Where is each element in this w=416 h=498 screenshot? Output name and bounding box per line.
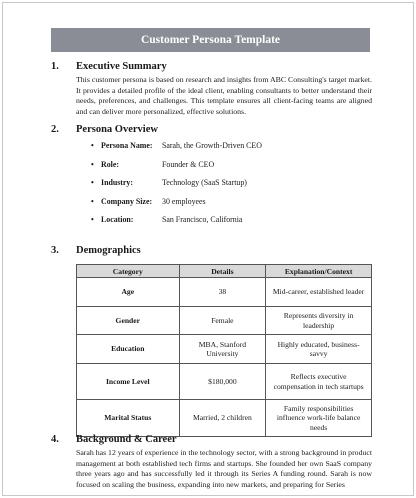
- table-cell: Mid-career, established leader: [266, 278, 372, 307]
- table-cell: Married, 2 children: [179, 400, 266, 437]
- demographics-table: [76, 264, 372, 437]
- section-number: 3.: [51, 245, 59, 256]
- column-header: Details: [179, 265, 266, 278]
- section-heading-background-career: [51, 434, 177, 445]
- table-cell: Age: [77, 278, 180, 307]
- overview-label: Persona Name:: [101, 141, 153, 150]
- table-cell: Marital Status: [77, 400, 180, 437]
- column-header: Explanation/Context: [266, 265, 372, 278]
- table-cell: $180,000: [179, 364, 266, 400]
- list-item: [91, 215, 381, 234]
- table-cell: Represents diversity in leadership: [266, 307, 372, 335]
- bullet-icon: •: [91, 215, 94, 224]
- section-heading-persona-overview: [51, 124, 158, 135]
- table-row: [77, 364, 372, 400]
- bullet-icon: •: [91, 196, 94, 206]
- overview-value: 30 employees: [162, 196, 206, 206]
- table-cell: MBA, Stanford University: [179, 335, 266, 364]
- document-title: Customer Persona Template: [51, 28, 370, 52]
- section-title: Persona Overview: [76, 124, 158, 135]
- section-title: Executive Summary: [76, 61, 167, 72]
- table-cell: Female: [179, 307, 266, 335]
- section-number: 2.: [51, 124, 59, 135]
- column-header: Category: [77, 265, 180, 278]
- list-item: [91, 160, 381, 179]
- table-cell: 38: [179, 278, 266, 307]
- table-row: [77, 278, 372, 307]
- table-row: [77, 307, 372, 335]
- overview-label: Company Size:: [101, 196, 153, 206]
- table-cell: Income Level: [77, 364, 180, 400]
- overview-value: San Francisco, California: [162, 215, 243, 224]
- bullet-icon: •: [91, 178, 94, 187]
- list-item: [91, 197, 381, 216]
- overview-label: Role:: [101, 159, 119, 169]
- table-cell: Gender: [77, 307, 180, 335]
- executive-summary-text: This customer persona is based on research and insights from ABC Consulting's target market. It provides a detailed profile of the ideal client, enabling consultants to better understand their needs, preferences, and challenges. This template ensures all client-facing teams are aligned and can deliver more personalized, effective solutions.: [76, 75, 372, 116]
- overview-label: Industry:: [101, 178, 134, 187]
- bullet-icon: •: [91, 141, 94, 150]
- table-row: [77, 400, 372, 437]
- list-item: [91, 141, 381, 160]
- overview-label: Location:: [101, 215, 134, 224]
- table-cell: Family responsibilities influence work-life balance needs: [266, 400, 372, 437]
- overview-value: Sarah, the Growth-Driven CEO: [162, 141, 262, 150]
- list-item: [91, 178, 381, 197]
- table-row: [77, 335, 372, 364]
- table-header-row: [77, 265, 372, 278]
- section-number: 1.: [51, 61, 59, 72]
- table-cell: Highly educated, business-savvy: [266, 335, 372, 364]
- table-cell: Reflects executive compensation in tech startups: [266, 364, 372, 400]
- section-title: Background & Career: [76, 434, 177, 445]
- overview-value: Technology (SaaS Startup): [162, 178, 247, 187]
- section-title: Demographics: [76, 245, 141, 256]
- section-heading-demographics: [51, 245, 141, 256]
- table-cell: Education: [77, 335, 180, 364]
- overview-value: Founder & CEO: [162, 159, 215, 169]
- section-heading-executive-summary: [51, 61, 167, 72]
- document-page: [2, 2, 414, 496]
- background-career-text: Sarah has 12 years of experience in the technology sector, with a strong background in product management at both established tech firms and startups. She founded her own SaaS company three years ago and has successfully led it through its Series A funding round. Sarah is now focused on scaling the business, expanding into new markets, and preparing for Series: [76, 448, 372, 489]
- section-number: 4.: [51, 434, 59, 445]
- persona-overview-list: [91, 141, 381, 234]
- bullet-icon: •: [91, 159, 94, 169]
